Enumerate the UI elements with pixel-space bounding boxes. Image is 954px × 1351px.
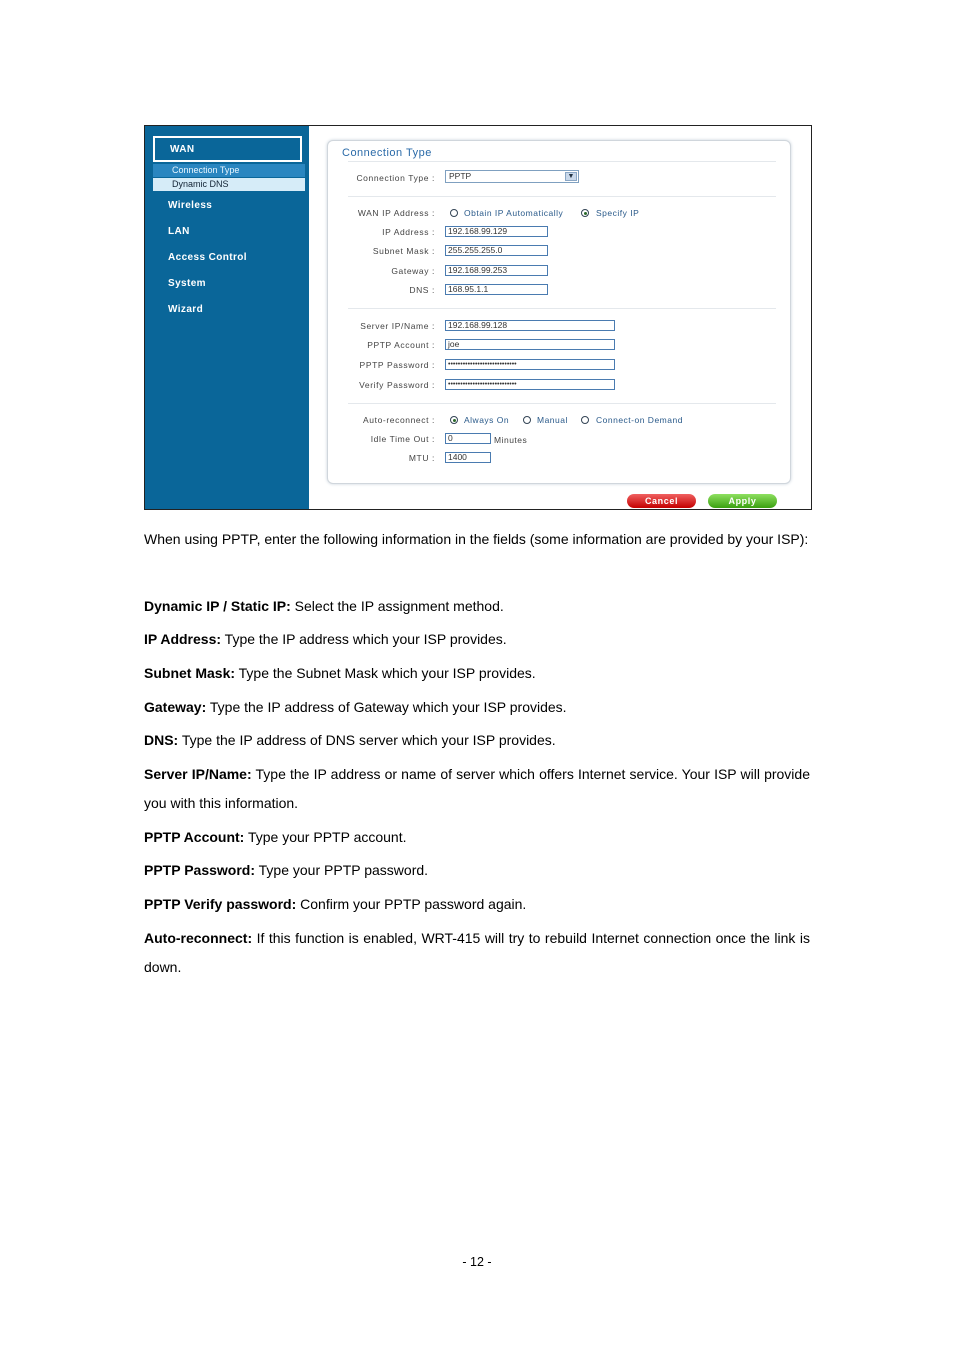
description: If this function is enabled, WRT-415 will try to rebuild Internet connection once the link is down. xyxy=(144,930,810,975)
term: Auto-reconnect: xyxy=(144,930,253,946)
sidebar-item-access-control[interactable]: Access Control xyxy=(168,252,247,263)
description: Type the Subnet Mask which your ISP provides. xyxy=(235,665,536,681)
sidebar-item-wizard[interactable]: Wizard xyxy=(168,304,204,315)
sidebar xyxy=(145,126,309,509)
connection-type-select[interactable] xyxy=(445,170,579,183)
gateway-label: Gateway : xyxy=(391,266,435,276)
list-item xyxy=(144,592,810,621)
list-item xyxy=(144,924,810,982)
chevron-down-icon[interactable]: ▼ xyxy=(565,172,577,181)
term: Gateway: xyxy=(144,699,207,715)
term: IP Address: xyxy=(144,631,222,647)
obtain-ip-radio[interactable] xyxy=(450,209,458,217)
divider xyxy=(348,161,776,162)
description: Select the IP assignment method. xyxy=(290,598,504,614)
connection-type-label: Connection Type : xyxy=(356,173,435,183)
term: Server IP/Name: xyxy=(144,766,252,782)
term: DNS: xyxy=(144,732,179,748)
sidebar-item-system[interactable]: System xyxy=(168,278,206,289)
manual-radio[interactable] xyxy=(523,416,531,424)
server-ip-input[interactable]: 192.168.99.128 xyxy=(445,320,615,331)
description: Type the IP address which your ISP provides. xyxy=(221,631,507,647)
description: Type your PPTP account. xyxy=(244,829,407,845)
description: Confirm your PPTP password again. xyxy=(296,896,527,912)
idle-time-out-label: Idle Time Out : xyxy=(370,434,435,444)
connection-type-panel xyxy=(327,140,791,484)
list-item xyxy=(144,726,810,755)
subnet-mask-label: Subnet Mask : xyxy=(372,246,435,256)
term: Dynamic IP / Static IP: xyxy=(144,598,291,614)
intro-paragraph: When using PPTP, enter the following information in the fields (some information are provided by your ISP): xyxy=(144,531,809,547)
pptp-account-label: PPTP Account : xyxy=(367,340,435,350)
term: Subnet Mask: xyxy=(144,665,236,681)
description: Type the IP address or name of server which offers Internet service. Your ISP will provide you with this information. xyxy=(144,766,810,811)
ip-address-label: IP Address : xyxy=(382,227,435,237)
connection-type-value: PPTP xyxy=(449,171,472,181)
list-item xyxy=(144,760,810,818)
pptp-account-input[interactable]: joe xyxy=(445,339,615,350)
sidebar-subitem-connection-type[interactable]: Connection Type xyxy=(153,164,305,177)
specify-ip-label: Specify IP xyxy=(596,208,640,218)
manual-label: Manual xyxy=(537,415,568,425)
obtain-ip-label: Obtain IP Automatically xyxy=(464,208,564,218)
sidebar-item-wireless[interactable]: Wireless xyxy=(168,200,213,211)
specify-ip-radio[interactable] xyxy=(581,209,589,217)
mtu-input[interactable]: 1400 xyxy=(445,452,491,463)
auto-reconnect-label: Auto-reconnect : xyxy=(363,415,435,425)
cancel-button[interactable]: Cancel xyxy=(627,494,696,508)
description: Type the IP address of Gateway which your ISP provides. xyxy=(206,699,567,715)
list-item xyxy=(144,625,810,654)
apply-button[interactable]: Apply xyxy=(708,494,777,508)
divider xyxy=(348,196,776,197)
description: Type the IP address of DNS server which your ISP provides. xyxy=(178,732,556,748)
subnet-mask-input[interactable]: 255.255.255.0 xyxy=(445,245,548,256)
sidebar-subitem-dynamic-dns[interactable]: Dynamic DNS xyxy=(153,178,305,191)
verify-password-input[interactable]: •••••••••••••••••••••••••••• xyxy=(445,379,615,390)
dns-input[interactable]: 168.95.1.1 xyxy=(445,284,548,295)
connect-on-demand-radio[interactable] xyxy=(581,416,589,424)
mtu-label: MTU : xyxy=(408,453,435,463)
term: PPTP Account: xyxy=(144,829,245,845)
always-on-radio[interactable] xyxy=(450,416,458,424)
always-on-label: Always On xyxy=(464,415,510,425)
sidebar-item-wan[interactable]: WAN xyxy=(153,136,302,162)
list-item xyxy=(144,856,810,885)
pptp-password-label: PPTP Password : xyxy=(359,360,435,370)
list-item xyxy=(144,693,810,722)
description: Type your PPTP password. xyxy=(255,862,429,878)
term: PPTP Verify password: xyxy=(144,896,297,912)
router-screenshot xyxy=(144,125,812,510)
wan-ip-label: WAN IP Address : xyxy=(357,208,435,218)
verify-password-label: Verify Password : xyxy=(359,380,435,390)
ip-address-input[interactable]: 192.168.99.129 xyxy=(445,226,548,237)
pptp-password-input[interactable]: •••••••••••••••••••••••••••• xyxy=(445,359,615,370)
sidebar-item-lan[interactable]: LAN xyxy=(168,226,190,237)
idle-time-unit: Minutes xyxy=(494,435,528,445)
connect-on-demand-label: Connect-on Demand xyxy=(596,415,683,425)
list-item xyxy=(144,659,810,688)
dns-label: DNS : xyxy=(409,285,435,295)
idle-time-out-input[interactable]: 0 xyxy=(445,433,491,444)
panel-title: Connection Type xyxy=(342,147,432,159)
list-item xyxy=(144,890,810,919)
list-item xyxy=(144,823,810,852)
divider xyxy=(348,308,776,309)
page-number: - 12 - xyxy=(462,1255,492,1269)
term: PPTP Password: xyxy=(144,862,256,878)
gateway-input[interactable]: 192.168.99.253 xyxy=(445,265,548,276)
divider xyxy=(348,403,776,404)
server-ip-label: Server IP/Name : xyxy=(360,321,435,331)
